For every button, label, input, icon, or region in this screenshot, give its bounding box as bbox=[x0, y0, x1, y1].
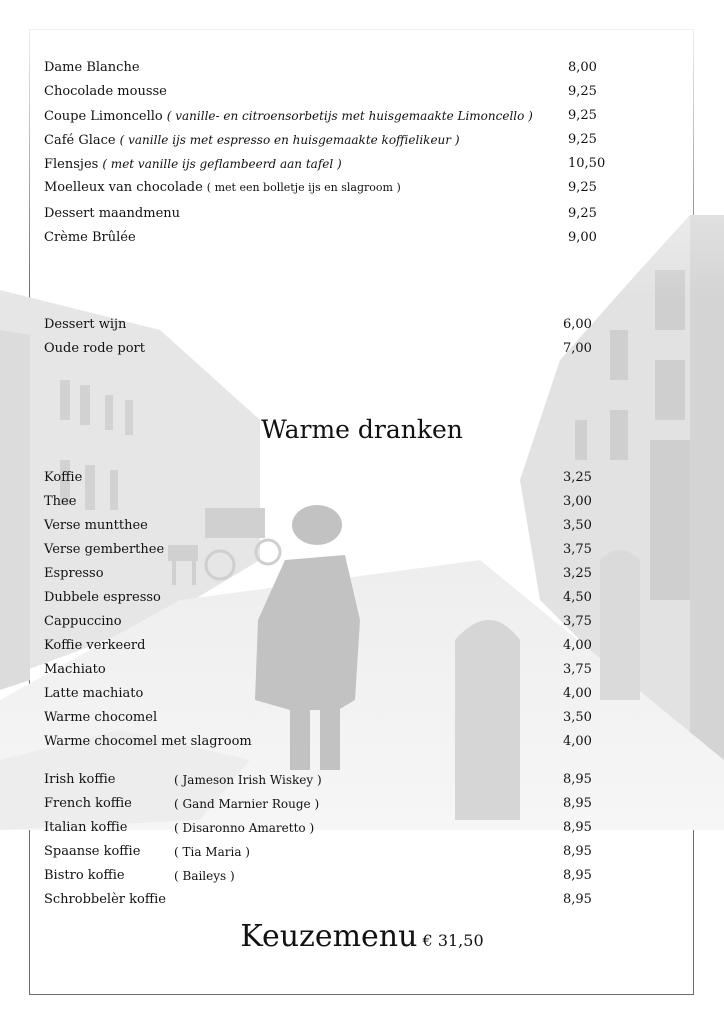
dessert-title: Café Glace bbox=[44, 133, 116, 148]
drink-row bbox=[44, 515, 724, 537]
drink-row bbox=[44, 707, 724, 729]
coffee-liquor: ( Jameson Irish Wiskey ) bbox=[174, 773, 322, 787]
drink-name: Warme chocomel met slagroom bbox=[44, 734, 252, 749]
coffee-price: 8,95 bbox=[563, 772, 592, 787]
drink-row bbox=[44, 467, 724, 489]
coffee-name: Irish koffie bbox=[44, 772, 116, 787]
drink-row bbox=[44, 563, 724, 585]
special-coffee-row bbox=[44, 841, 724, 863]
dessert-title: Chocolade mousse bbox=[44, 84, 167, 99]
drink-row bbox=[44, 611, 724, 633]
special-coffee-row bbox=[44, 793, 724, 815]
dessert-price: 9,25 bbox=[568, 108, 597, 123]
drink-price: 4,00 bbox=[563, 638, 592, 653]
wine-name: Oude rode port bbox=[44, 341, 145, 356]
wine-price: 6,00 bbox=[563, 317, 592, 332]
drink-price: 3,00 bbox=[563, 494, 592, 509]
drink-name: Verse muntthee bbox=[44, 518, 148, 533]
drink-price: 3,50 bbox=[563, 518, 592, 533]
drink-price: 4,00 bbox=[563, 686, 592, 701]
drink-price: 3,75 bbox=[563, 542, 592, 557]
section-heading-warme-dranken: Warme dranken bbox=[261, 415, 463, 444]
drink-row bbox=[44, 635, 724, 657]
drink-price: 4,50 bbox=[563, 590, 592, 605]
dessert-price: 9,25 bbox=[568, 132, 597, 147]
dessert-price: 10,50 bbox=[568, 156, 606, 171]
dessert-row bbox=[44, 227, 724, 249]
drink-name: Warme chocomel bbox=[44, 710, 158, 725]
drink-name: Thee bbox=[44, 494, 77, 509]
drink-row bbox=[44, 659, 724, 681]
dessert-title: Dame Blanche bbox=[44, 60, 140, 75]
dessert-name bbox=[44, 81, 167, 103]
dessert-description: ( met een bolletje ijs en slagroom ) bbox=[206, 181, 401, 194]
dessert-price: 9,25 bbox=[568, 84, 597, 99]
coffee-name: Bistro koffie bbox=[44, 868, 125, 883]
dessert-name bbox=[44, 227, 136, 249]
wine-name: Dessert wijn bbox=[44, 317, 127, 332]
drink-row bbox=[44, 587, 724, 609]
coffee-price: 8,95 bbox=[563, 868, 592, 883]
dessert-row bbox=[44, 177, 724, 199]
coffee-price: 8,95 bbox=[563, 892, 592, 907]
wine-price: 7,00 bbox=[563, 341, 592, 356]
dessert-name bbox=[44, 203, 180, 225]
dessert-name bbox=[44, 129, 460, 152]
keuzemenu-footer bbox=[0, 920, 724, 958]
drink-price: 3,75 bbox=[563, 614, 592, 629]
drink-name: Verse gemberthee bbox=[44, 542, 165, 557]
coffee-price: 8,95 bbox=[563, 796, 592, 811]
coffee-name: Schrobbelèr koffie bbox=[44, 892, 166, 907]
dessert-description: ( vanille- en citroensorbetijs met huisgemaakte Limoncello ) bbox=[166, 109, 533, 123]
special-coffee-row bbox=[44, 889, 724, 911]
drink-name: Latte machiato bbox=[44, 686, 144, 701]
coffee-liquor: ( Tia Maria ) bbox=[174, 845, 250, 859]
dessert-row bbox=[44, 105, 724, 127]
dessert-title: Moelleux van chocolade bbox=[44, 180, 203, 195]
dessert-name bbox=[44, 105, 533, 128]
coffee-liquor: ( Gand Marnier Rouge ) bbox=[174, 797, 320, 811]
coffee-name: Italian koffie bbox=[44, 820, 128, 835]
drink-name: Koffie verkeerd bbox=[44, 638, 146, 653]
dessert-title: Coupe Limoncello bbox=[44, 109, 163, 124]
dessert-title: Flensjes bbox=[44, 157, 99, 172]
keuzemenu-price: € 31,50 bbox=[422, 931, 484, 950]
drink-row bbox=[44, 539, 724, 561]
coffee-price: 8,95 bbox=[563, 820, 592, 835]
dessert-row bbox=[44, 129, 724, 151]
coffee-liquor: ( Baileys ) bbox=[174, 869, 235, 883]
dessert-description: ( vanille ijs met espresso en huisgemaakte koffielikeur ) bbox=[119, 133, 460, 147]
special-coffee-row bbox=[44, 817, 724, 839]
wine-row bbox=[44, 338, 724, 360]
dessert-row bbox=[44, 57, 724, 79]
dessert-row bbox=[44, 153, 724, 175]
special-coffee-row bbox=[44, 769, 724, 791]
drink-name: Espresso bbox=[44, 566, 104, 581]
dessert-price: 9,25 bbox=[568, 180, 597, 195]
wine-row bbox=[44, 314, 724, 336]
dessert-price: 9,00 bbox=[568, 230, 597, 245]
special-coffee-row bbox=[44, 865, 724, 887]
drink-row bbox=[44, 683, 724, 705]
drink-price: 3,25 bbox=[563, 470, 592, 485]
dessert-price: 9,25 bbox=[568, 206, 597, 221]
dessert-row bbox=[44, 203, 724, 225]
dessert-name bbox=[44, 177, 401, 199]
dessert-price: 8,00 bbox=[568, 60, 597, 75]
coffee-price: 8,95 bbox=[563, 844, 592, 859]
coffee-liquor: ( Disaronno Amaretto ) bbox=[174, 821, 315, 835]
drink-name: Koffie bbox=[44, 470, 83, 485]
drink-price: 3,50 bbox=[563, 710, 592, 725]
drink-row bbox=[44, 491, 724, 513]
drink-price: 3,25 bbox=[563, 566, 592, 581]
dessert-row bbox=[44, 81, 724, 103]
dessert-title: Dessert maandmenu bbox=[44, 206, 181, 221]
coffee-name: Spaanse koffie bbox=[44, 844, 141, 859]
dessert-description: ( met vanille ijs geflambeerd aan tafel ) bbox=[102, 157, 342, 171]
drink-name: Dubbele espresso bbox=[44, 590, 161, 605]
drink-name: Cappuccino bbox=[44, 614, 122, 629]
drink-name: Machiato bbox=[44, 662, 106, 677]
dessert-title: Crème Brûlée bbox=[44, 230, 136, 245]
drink-row bbox=[44, 731, 724, 753]
dessert-name bbox=[44, 57, 140, 79]
keuzemenu-title: Keuzemenu bbox=[240, 919, 418, 954]
drink-price: 4,00 bbox=[563, 734, 592, 749]
dessert-name bbox=[44, 153, 342, 176]
drink-price: 3,75 bbox=[563, 662, 592, 677]
coffee-name: French koffie bbox=[44, 796, 132, 811]
